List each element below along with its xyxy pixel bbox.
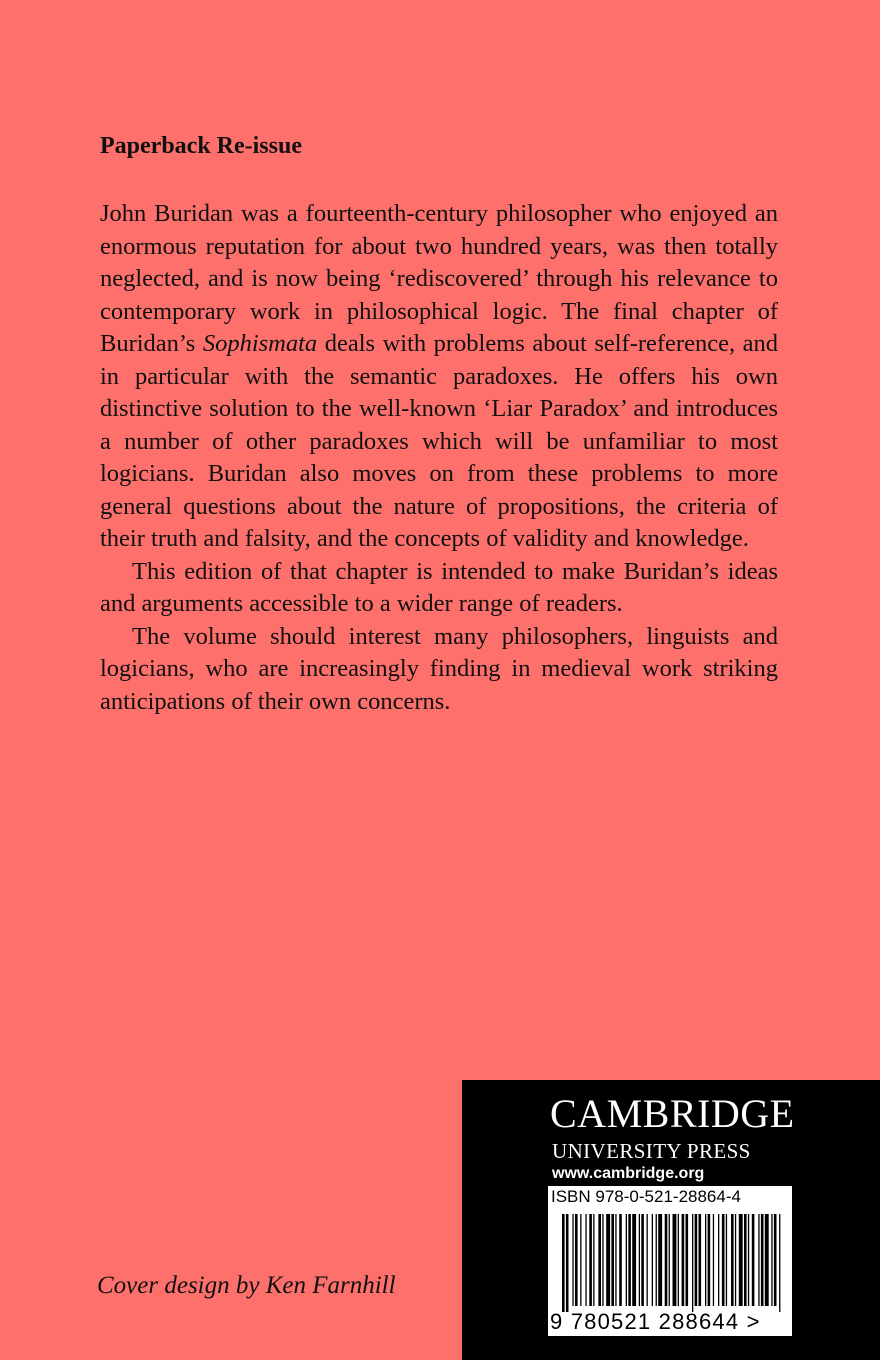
cover-design-credit: Cover design by Ken Farnhill — [97, 1272, 396, 1299]
isbn-barcode — [548, 1186, 792, 1336]
barcode-bar — [682, 1214, 685, 1306]
barcode-bar — [639, 1214, 640, 1306]
barcode-bar — [718, 1214, 719, 1306]
barcode-bar — [669, 1214, 670, 1306]
barcode-bar — [632, 1214, 636, 1306]
barcode-bar — [692, 1214, 693, 1312]
barcode-bar — [713, 1214, 714, 1306]
barcode-bar — [611, 1214, 614, 1306]
barcode-bar — [606, 1214, 610, 1306]
blurb-paragraph-3: The volume should interest many philosophers, linguists and logicians, who are increasingly finding in medieval work striking anticipations of their own concerns. — [100, 622, 778, 715]
blurb-text — [100, 198, 778, 718]
barcode-bar — [699, 1214, 702, 1306]
barcode-bar — [626, 1214, 627, 1306]
barcode-bar — [686, 1214, 689, 1306]
barcode-bar — [765, 1214, 769, 1306]
barcode-bar — [735, 1214, 736, 1306]
barcode-bar — [695, 1214, 698, 1306]
blurb-paragraph-1 — [100, 198, 778, 556]
barcode-bar — [665, 1214, 668, 1306]
barcode-bar — [658, 1214, 662, 1306]
barcode-bar — [673, 1214, 677, 1306]
barcode-bar — [562, 1214, 565, 1312]
barcode-bar — [589, 1214, 592, 1306]
barcode-bar — [572, 1214, 573, 1306]
barcode-bar — [708, 1214, 711, 1306]
publisher-logo-subtitle: UNIVERSITY PRESS — [552, 1139, 751, 1163]
barcode-bar — [722, 1214, 725, 1306]
barcode-bar — [774, 1214, 777, 1306]
blurb-paragraph-2: This edition of that chapter is intended to make Buridan’s ideas and arguments accessible to a wider range of readers. — [100, 557, 778, 617]
barcode-bar — [585, 1214, 586, 1306]
barcode-bar — [726, 1214, 727, 1306]
barcode-bar — [779, 1214, 780, 1312]
barcode-bar — [615, 1214, 616, 1306]
publisher-panel — [462, 1080, 880, 1360]
book-title: Sophismata — [202, 330, 318, 357]
barcode-bar — [628, 1214, 631, 1306]
barcode-bar — [758, 1214, 759, 1306]
barcode-bar — [575, 1214, 578, 1306]
barcode-bar — [656, 1214, 657, 1306]
barcode-bar — [580, 1214, 581, 1306]
isbn-label: ISBN 978-0-521-28864-4 — [551, 1187, 741, 1206]
publisher-url: www.cambridge.org — [552, 1165, 705, 1182]
barcode-bar — [652, 1214, 653, 1306]
barcode-bar — [602, 1214, 603, 1306]
barcode-bar — [641, 1214, 644, 1306]
blurb-p1-start: John Buridan was a fourteenth-century philosopher who enjoyed an enormous reputation for about two hundred years, was then totally neglected, and is now being ‘rediscovered’ through his relevance to contemporary work in philosophical logic. The final chapter of Buridan’s — [100, 200, 778, 357]
section-heading: Paperback Re-issue — [100, 133, 302, 159]
barcode-bar — [748, 1214, 749, 1306]
barcode-bar — [771, 1214, 772, 1306]
barcode-bar — [678, 1214, 679, 1306]
barcode-digits: 9 780521 288644 > — [550, 1309, 761, 1334]
barcode-bar — [647, 1214, 648, 1306]
barcode-bar — [731, 1214, 734, 1306]
barcode-bar — [619, 1214, 622, 1306]
blurb-p1-end: deals with problems about self-reference, and in particular with the semantic paradoxes. He offers his own distinctive solution to the well-known ‘Liar Paradox’ and introduces a number of other paradoxes which will be unfamiliar to most logicians. Buridan also moves on from these problems to more general questions about the nature of propositions, the criteria of their truth and falsity, and the concepts of validity and knowledge. — [100, 330, 778, 552]
barcode-bar — [566, 1214, 569, 1312]
barcode-bar — [761, 1214, 764, 1306]
barcode-bar — [739, 1214, 743, 1306]
publisher-logo-name: CAMBRIDGE — [550, 1091, 795, 1136]
barcode-bar — [744, 1214, 747, 1306]
barcode-bar — [705, 1214, 706, 1306]
barcode-bar — [598, 1214, 601, 1306]
barcode-bar — [593, 1214, 594, 1306]
barcode-bar — [752, 1214, 755, 1306]
